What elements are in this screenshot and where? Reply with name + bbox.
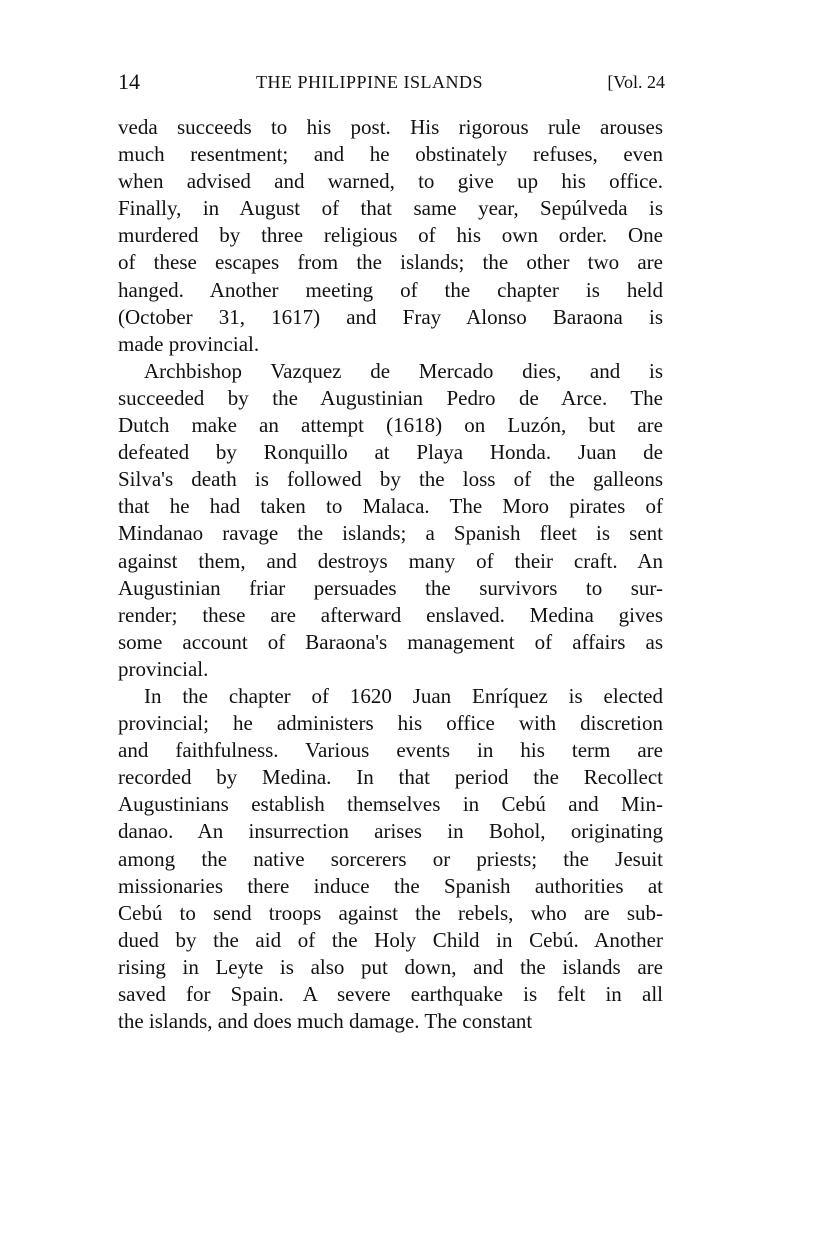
text-line: of these escapes from the islands; the other two are [118, 250, 663, 275]
page-number: 14 [118, 69, 140, 94]
text-line: dued by the aid of the Holy Child in Cebú. Another [118, 927, 663, 952]
text-line: Mindanao ravage the islands; a Spanish fleet is sent [118, 521, 663, 546]
text-line: missionaries there induce the Spanish authorities at [118, 873, 663, 898]
text-line: some account of Baraona's management of affairs as [118, 629, 663, 654]
text-line: recorded by Medina. In that period the Recollect [118, 765, 663, 790]
text-line: Augustinians establish themselves in Cebú and Min- [118, 792, 663, 817]
text-line: Finally, in August of that same year, Sepúlveda is [118, 196, 663, 221]
text-line: when advised and warned, to give up his office. [118, 169, 663, 194]
paragraph [118, 114, 663, 358]
text-line: rising in Leyte is also put down, and the islands are [118, 954, 663, 979]
text-line: made provincial. [118, 331, 260, 356]
running-head [118, 68, 665, 96]
text-line: saved for Spain. A severe earthquake is felt in all [118, 982, 663, 1006]
text-line: and faithfulness. Various events in his term are [118, 738, 663, 763]
text-line: In the chapter of 1620 Juan Enríquez is elected [144, 683, 663, 708]
text-line: Augustinian friar persuades the survivors to sur- [118, 575, 663, 600]
text-line: murdered by three religious of his own order. One [118, 223, 663, 248]
text-line: render; these are afterward enslaved. Medina gives [118, 602, 663, 627]
text-line: veda succeeds to his post. His rigorous rule arouses [118, 115, 663, 139]
text-line: against them, and destroys many of their craft. An [118, 548, 663, 573]
text-line: defeated by Ronquillo at Playa Honda. Juan de [118, 440, 663, 465]
text-line: that he had taken to Malaca. The Moro pirates of [118, 494, 663, 519]
text-line: the islands, and does much damage. The constant [118, 1009, 533, 1034]
text-line: much resentment; and he obstinately refuses, even [118, 142, 663, 167]
text-line: provincial. [118, 656, 209, 681]
text-line: Dutch make an attempt (1618) on Luzón, but are [118, 413, 663, 438]
text-line: among the native sorcerers or priests; the Jesuit [118, 846, 663, 871]
text-line: danao. An insurrection arises in Bohol, originating [118, 819, 663, 844]
text-line: provincial; he administers his office with discretion [118, 711, 663, 736]
text-line: Archbishop Vazquez de Mercado dies, and is [144, 358, 663, 383]
text-line: (October 31, 1617) and Fray Alonso Baraona is [118, 304, 663, 329]
text-line: Silva's death is followed by the loss of the galleons [118, 467, 663, 492]
text-line: hanged. Another meeting of the chapter is held [118, 277, 663, 302]
running-title: THE PHILIPPINE ISLANDS [256, 72, 483, 92]
text-line: Cebú to send troops against the rebels, who are sub- [118, 900, 663, 925]
text-line: succeeded by the Augustinian Pedro de Arce. The [118, 385, 663, 410]
volume-label: [Vol. 24 [607, 72, 665, 92]
paragraph [118, 358, 663, 683]
paragraph [118, 683, 663, 1035]
body-text [118, 114, 663, 1035]
